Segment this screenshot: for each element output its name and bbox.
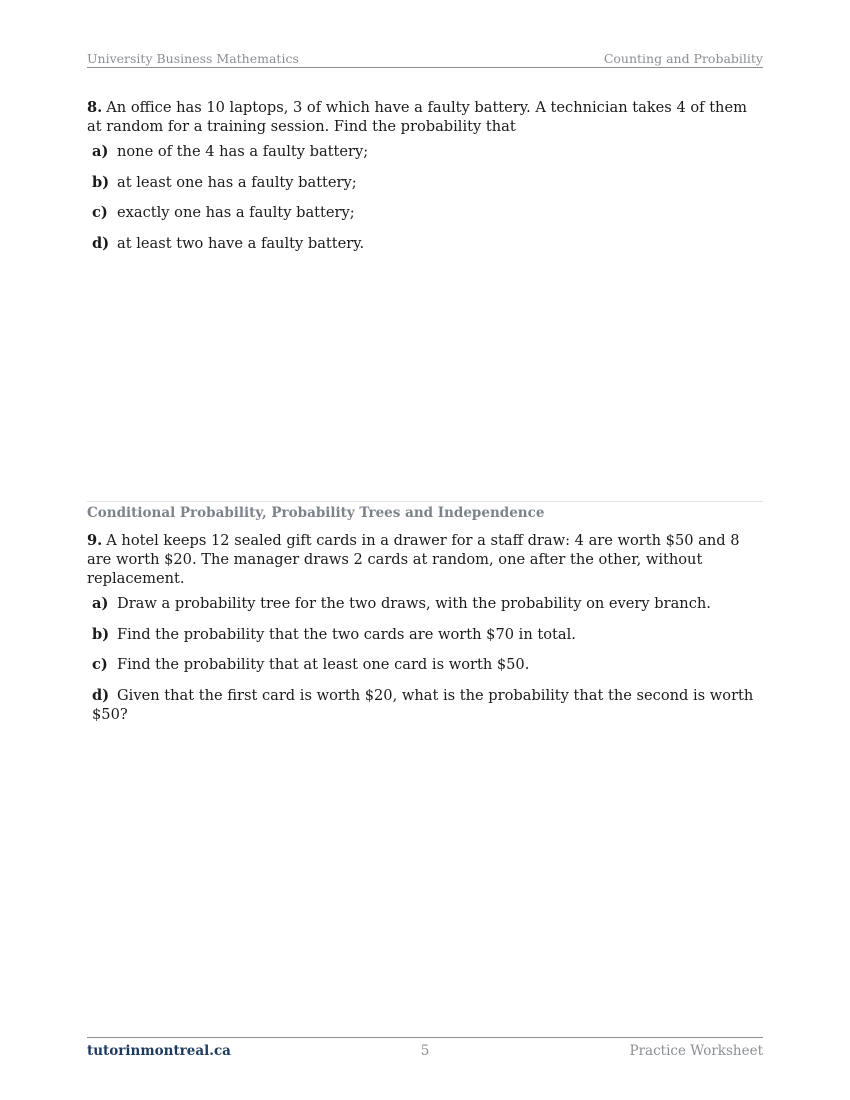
site-link[interactable]: tutorinmontreal.ca <box>87 1043 231 1059</box>
section-divider <box>87 501 763 502</box>
problem-9-number: 9. <box>87 532 103 549</box>
problem-9-text: A hotel keeps 12 sealed gift cards in a drawer for a staff draw: 4 are worth $50 and 8 are worth $20. The manager draws 2 cards at random, one after the other, without replacement. <box>87 532 740 587</box>
part-label: c) <box>92 204 108 221</box>
problem-8-part-a <box>87 142 763 161</box>
chapter-title: Counting and Probability <box>603 51 763 66</box>
part-text: Given that the first card is worth $20, what is the probability that the second is worth $50? <box>92 686 754 723</box>
problem-9-parts <box>87 594 763 724</box>
page-header <box>87 50 763 68</box>
part-text: Draw a probability tree for the two draws, with the probability on every branch. <box>117 595 711 612</box>
course-title: University Business Mathematics <box>87 51 299 66</box>
problem-9-part-d <box>87 686 763 724</box>
problem-9-part-c <box>87 655 763 674</box>
part-text: none of the 4 has a faulty battery; <box>117 143 369 160</box>
document-type: Practice Worksheet <box>629 1043 763 1059</box>
part-label: a) <box>92 143 109 160</box>
problem-8-parts <box>87 142 763 253</box>
problem-8-text: An office has 10 laptops, 3 of which have a faulty battery. A technician takes 4 of them at random for a training session. Find the probability that <box>87 99 747 135</box>
part-text: Find the probability that at least one card is worth $50. <box>117 656 530 673</box>
problem-8-stem <box>87 98 763 136</box>
problem-9-stem <box>87 531 763 588</box>
part-label: a) <box>92 595 109 612</box>
part-text: at least one has a faulty battery; <box>117 173 357 191</box>
part-label: c) <box>92 656 108 673</box>
page-number: 5 <box>420 1043 430 1059</box>
section-title: Conditional Probability, Probability Trees and Independence <box>87 505 545 521</box>
part-label: d) <box>92 686 110 704</box>
part-label: d) <box>92 234 110 252</box>
part-label: b) <box>92 173 110 191</box>
part-text: at least two have a faulty battery. <box>117 234 365 252</box>
problem-8 <box>87 98 763 264</box>
page-footer <box>87 1037 763 1062</box>
part-text: exactly one has a faulty battery; <box>117 204 355 221</box>
problem-9-part-b <box>87 625 763 644</box>
part-label: b) <box>92 625 110 643</box>
problem-9-part-a <box>87 594 763 613</box>
problem-8-number: 8. <box>87 99 103 116</box>
problem-8-part-b <box>87 173 763 192</box>
problem-9 <box>87 531 763 735</box>
problem-8-part-c <box>87 203 763 222</box>
part-text: Find the probability that the two cards are worth $70 in total. <box>117 625 576 643</box>
problem-8-part-d <box>87 234 763 253</box>
